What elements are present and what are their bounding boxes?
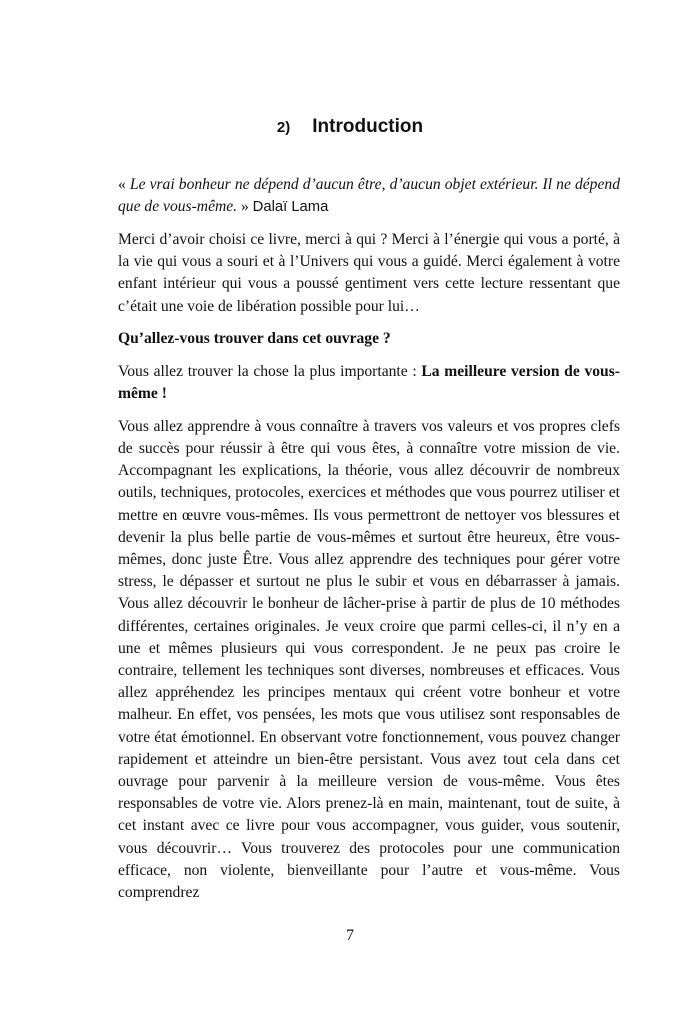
page-number: 7 (346, 927, 354, 944)
paragraph-best-version-lead: Vous allez trouver la chose la plus importante : (118, 362, 422, 380)
body-text (118, 174, 620, 915)
paragraph-thanks: Merci d’avoir choisi ce livre, merci à qui ? Merci à l’énergie qui vous a porté, à la vie qui vous a souri et à l’Univers qui vous a guidé. Merci également à votre enfant intérieur qui vous a poussé gentiment vers cette lecture ressentant que c’était une voie de libération possible pour lui… (118, 230, 620, 315)
epigraph-open-quote: « (118, 176, 130, 193)
paragraph-content-overview: Vous allez apprendre à vous connaître à travers vos valeurs et vos propres clefs de succès pour réussir à être qui vous êtes, à connaître votre mission de vie. Accompagnant les explications, la théorie, vous allez découvrir de nombreux outils, techniques, protocoles, exercices et méthodes que vous pourrez utiliser et mettre en œuvre vous-mêmes. Ils vous permettront de nettoyer vos blessures et devenir la plus belle partie de vous-mêmes et surtout être heureux, être vous-mêmes, donc juste Être. Vous allez apprendre des techniques pour gérer votre stress, le dépasser et surtout ne plus le subir et vous en débarrasser à jamais. Vous allez découvrir le bonheur de lâcher-prise à partir de plus de 10 méthodes différentes, certaines originales. Je veux croire que parmi celles-ci, il n’y en a une et mêmes plusieurs qui vous correspondent. Je ne peux pas croire le contraire, tellement les techniques sont diverses, nombreuses et efficaces. Vous allez appréhendez les principes mentaux qui créent votre bonheur et votre malheur. En effet, vos pensées, les mots que vous utilisez sont responsables de votre état émotionnel. En observant votre fonctionnement, vous pouvez changer rapidement et atteindre un bien-être persistant. Vous avez tout cela dans cet ouvrage pour parvenir à la meilleure version de vous-même. Vous êtes responsables de votre vie. Alors prenez-là en main, maintenant, tout de suite, à cet instant avec ce livre pour vous accompagner, vous guider, vous soutenir, vous découvrir… Vous trouverez des protocoles pour une communication efficace, non violente, bienveillante pour l’autre et vous-même. Vous comprendrez (118, 417, 620, 902)
epigraph-quote: Le vrai bonheur ne dépend d’aucun être, d’aucun objet extérieur. Il ne dépend que de vous-même. (118, 176, 620, 216)
epigraph-close-quote: » (237, 198, 253, 216)
paragraph-best-version-emphasis: La meilleure version de vous-même ! (118, 362, 620, 403)
chapter-title: Introduction (312, 116, 424, 137)
section-question: Qu’allez-vous trouver dans cet ouvrage ? (118, 330, 391, 348)
chapter-number: 2) (276, 119, 291, 136)
chapter-heading (0, 116, 700, 138)
epigraph (118, 174, 620, 218)
paragraph-best-version (118, 361, 620, 405)
epigraph-author: Dalaï Lama (252, 199, 329, 216)
